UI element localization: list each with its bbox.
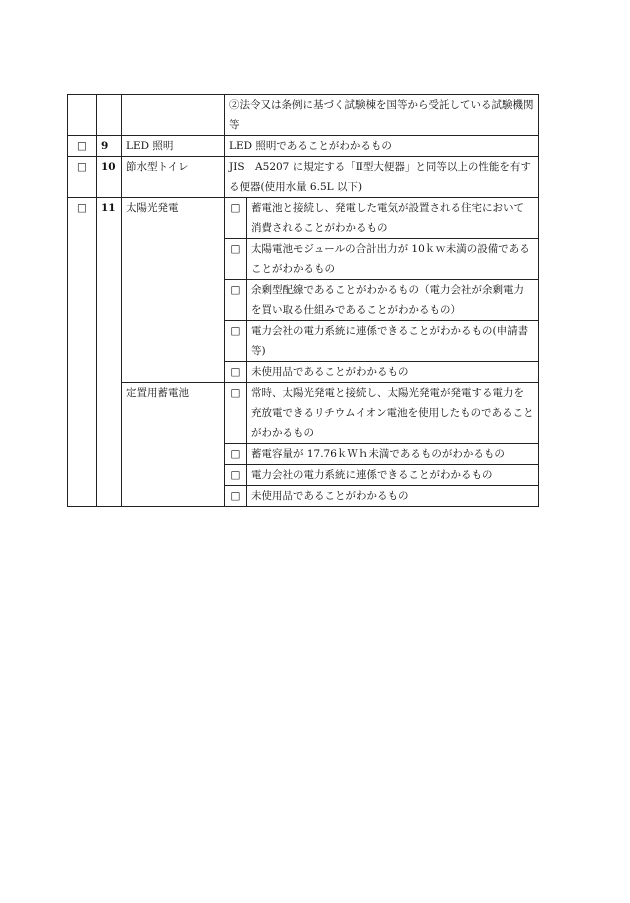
requirement-checkbox[interactable]: □ [225,239,247,280]
requirement-checkbox[interactable]: □ [225,444,247,465]
row-number: 9 [97,136,122,157]
requirement-text: ②法令又は条例に基づく試験棟を国等から受託している試験機関等 [225,95,539,136]
row-number: 11 [97,198,122,507]
requirement-checkbox[interactable]: □ [225,280,247,321]
requirement-text: 常時、太陽光発電と接続し、太陽光発電が発電する電力を充放電できるリチウムイオン電池を使用したものであることがわかるもの [247,383,539,444]
requirement-text: LED 照明であることがわかるもの [225,136,539,157]
requirement-text: 余剰型配線であることがわかるもの（電力会社が余剰電力を買い取る仕組みであることがわかるもの） [247,280,539,321]
requirement-text: JIS A5207 に規定する「Ⅱ型大便器」と同等以上の性能を有する便器(使用水量 6.5L 以下) [225,157,539,198]
table-row-11-solar-1 [68,198,539,239]
checkbox-cell [68,95,97,136]
requirement-checkbox[interactable]: □ [225,486,247,507]
requirement-checkbox[interactable]: □ [225,383,247,444]
requirement-text: 蓄電容量が 17.76ｋＷｈ未満であるものがわかるもの [247,444,539,465]
item-name: 太陽光発電 [122,198,225,383]
requirement-checkbox[interactable]: □ [225,362,247,383]
table-row-continuation [68,95,539,136]
table-row-10 [68,157,539,198]
requirement-text: 蓄電池と接続し、発電した電気が設置される住宅において消費されることがわかるもの [247,198,539,239]
row-number: 10 [97,157,122,198]
requirement-text: 未使用品であることがわかるもの [247,486,539,507]
requirements-table [67,94,539,507]
item-name-cell [122,95,225,136]
item-name: LED 照明 [122,136,225,157]
item-name: 定置用蓄電池 [122,383,225,507]
requirement-text: 電力会社の電力系統に連係できることがわかるもの [247,465,539,486]
table-row-11-battery-1 [68,383,539,444]
requirement-text: 電力会社の電力系統に連係できることがわかるもの(申請書等) [247,321,539,362]
requirement-checkbox[interactable]: □ [225,198,247,239]
requirement-checkbox[interactable]: □ [225,465,247,486]
table-row-9 [68,136,539,157]
row-checkbox[interactable]: □ [68,198,97,507]
requirement-text: 太陽電池モジュールの合計出力が 10ｋｗ未満の設備であることがわかるもの [247,239,539,280]
requirement-checkbox[interactable]: □ [225,321,247,362]
row-checkbox[interactable]: □ [68,157,97,198]
requirement-text: 未使用品であることがわかるもの [247,362,539,383]
row-checkbox[interactable]: □ [68,136,97,157]
number-cell [97,95,122,136]
item-name: 節水型トイレ [122,157,225,198]
